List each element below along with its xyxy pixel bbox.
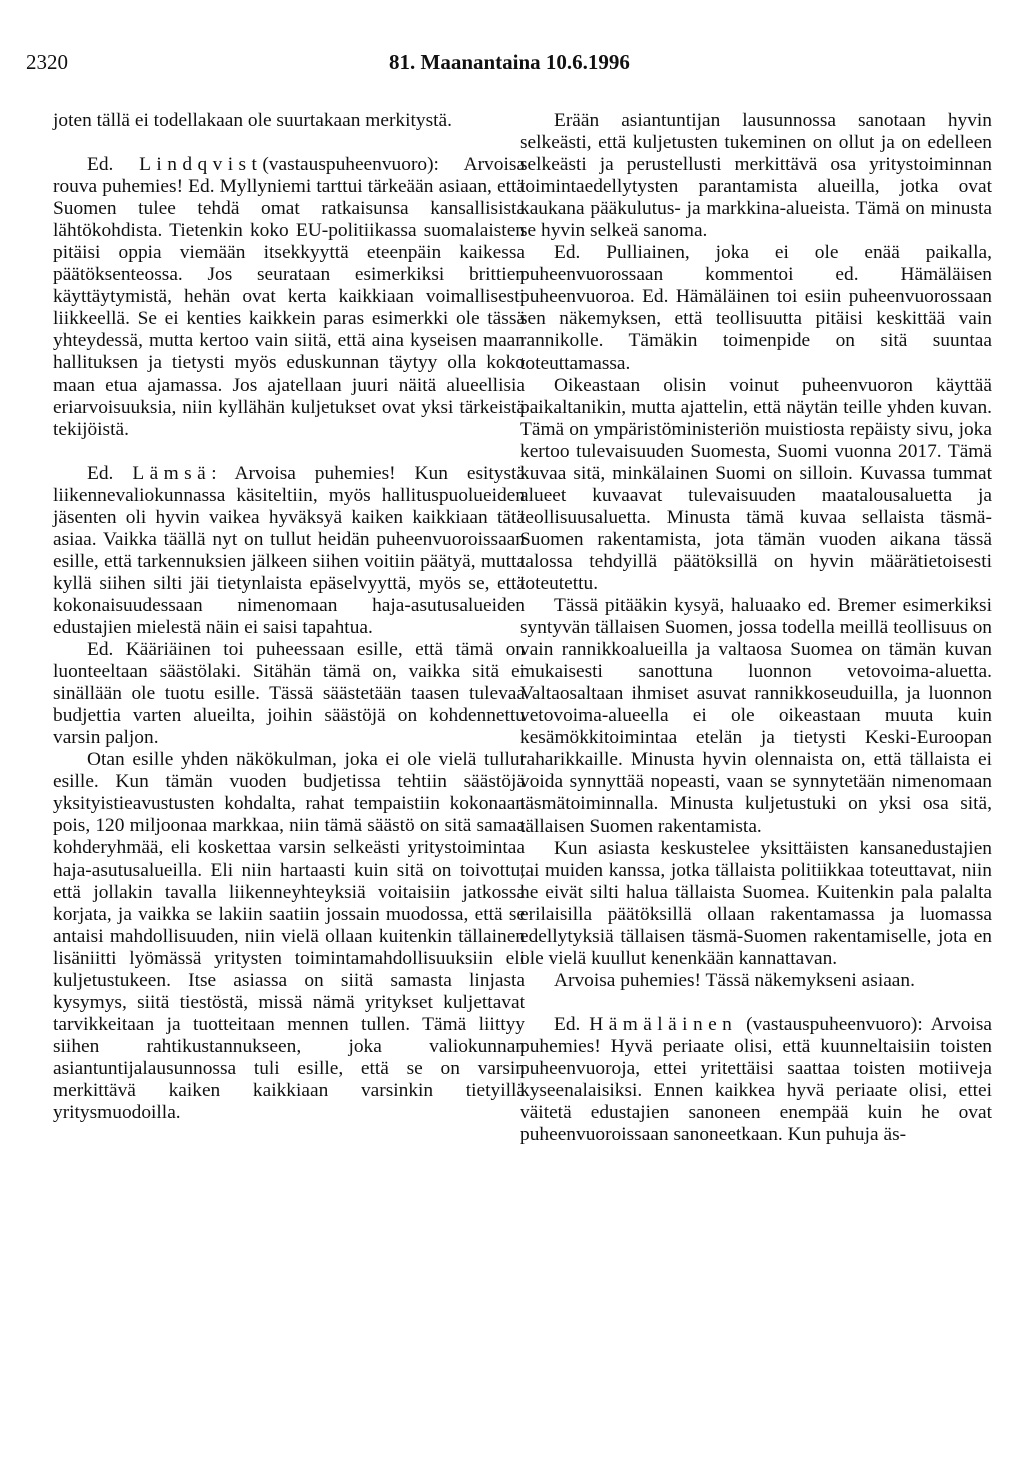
speech-lindqvist bbox=[53, 154, 525, 441]
paragraph: Otan esille yhden näkökulman, joka ei ole vielä tullut esille. Kun tämän vuoden budjetissa tehtiin säästöjä yksityistieavustusten kohdalta, rahat tempaistiin kokonaan pois, 120 miljoonaa markkaa, niin tämä säästö on sitä samaa kohderyhmää, eli koskettaa varsin selkeästi yritystoimintaa haja-asutusalueilla. Eli niin hartaasti kuin sitä on toivottu, että jollakin tavalla liikenneyhteyksiä voitaisiin jatkossa korjata, ja vaikka se lakiin saatiin jossain muodossa, että se antaisi mahdollisuuden, niin vielä ollaan kuitenkin tällainen lisäniitti lyömässä yritysten toimintamahdollisuuksiin eli kuljetustukeen. Itse asiassa on siitä samasta linjasta kysymys, siitä tiestöstä, missä nämä yritykset kuljettavat tarvikkeitaan ja tuotteitaan mennen tullen. Tämä liittyy siihen rahtikustannukseen, joka valiokunnan asiantuntijalausunnossa tuli esille, että se on varsin merkittävä kaiken kaikkiaan varsinkin tietyillä yritysmuodoilla. bbox=[53, 749, 525, 1124]
paragraph: Oikeastaan olisin voinut puheenvuoron käyttää paikaltanikin, mutta ajattelin, että näytän teille yhden kuvan. Tämä on ympäristöministeriön muistiosta repäisty sivu, joka kertoo tulevaisuuden Suomesta, Suomi vuonna 2017. Tämä kuvaa sitä, minkälainen Suomi on silloin. Kuvassa tummat alueet kuvaavat tulevaisuuden maatalousaluetta ja teollisuusaluetta. Minusta tämä kuvaa sellaista täsmä-Suomen rakentamista, jota tämän vuoden aikana tässä talossa tehdyillä päätöksillä on hyvin määrätietoisesti toteutettu. bbox=[520, 374, 992, 594]
speaker-prefix: Ed. bbox=[554, 1013, 581, 1035]
speaker-name: Lämsä bbox=[132, 462, 212, 484]
speech-text: Arvoisa puhemies! Kun esitystä liikennevaliokunnassa käsiteltiin, myös hallituspuolueiden jäsenten oli hyvin vaikea hyväksyä kaiken kaikkiaan tätä asiaa. Vaikka täällä nyt on tullut heidän puheenvuoroissaan esille, että tarkennuksien jälkeen siihen voitiin päätyä, mutta kyllä siihen silti jäi tietynlaista epäselvyyttä, myös se, että kokonaisuudessaan nimenomaan haja-asutusalueiden edustajien mielestä näin ei saisi tapahtua. bbox=[53, 462, 526, 638]
speaker-prefix: Ed. bbox=[87, 154, 114, 176]
right-column bbox=[520, 110, 992, 1146]
speech-text: Arvoisa puhemies! Hyvä periaate olisi, että kuunneltaisiin toisten puheenvuoroja, ettei yritettäisi saattaa toisten motiiveja kyseenalaisiksi. Ennen kaikkea hyvä periaate olisi, ettei väitetä edustajien sanoneen enempää kuin he ovat puheenvuoroissaan sanoneetkaan. Kun puhuja äs- bbox=[520, 1013, 992, 1146]
speech-text: Arvoisa rouva puhemies! Ed. Myllyniemi tarttui tärkeään asiaan, että Suomen tulee tehdä omat ratkaisunsa kansallisista lähtökohdista. Tietenkin koko EU-politiikassa suomalaisten pitäisi oppia viemään itsekkyyttä eteenpäin kaikessa päätöksenteossa. Jos seurataan esimerkiksi brittien käyttäytymistä, hehän ovat kerta kaikkiaan voimallisesti liikkeellä. Se ei kenties kaikkein paras esimerkki ole tässä yhteydessä, mutta kertoo vain siitä, että aina kyseisen maan hallituksen ja tietysti myös eduskunnan täytyy olla koko maan etua ajamassa. Jos ajatellaan juuri näitä alueellisia eriarvoisuuksia, niin kyllähän kuljetukset ovat yksi tärkeistä tekijöistä. bbox=[53, 154, 525, 440]
speaker-name: Hämäläinen bbox=[589, 1013, 738, 1035]
paragraph: Arvoisa puhemies! Tässä näkemykseni asiaan. bbox=[554, 969, 915, 991]
speech-lamsa bbox=[53, 463, 525, 639]
speaker-role: (vastauspuheenvuoro): bbox=[262, 154, 439, 176]
page-number: 2320 bbox=[26, 50, 68, 74]
paragraph: joten tällä ei todellakaan ole suurtakaan merkitystä. bbox=[53, 110, 452, 131]
speech-hamalainen bbox=[520, 1014, 992, 1146]
left-column bbox=[53, 110, 525, 1124]
paragraph: Ed. Pulliainen, joka ei ole enää paikalla, puheenvuorossaan kommentoi ed. Hämäläisen puheenvuoroa. Ed. Hämäläinen toi esiin puheenvuorossaan sen näkemyksen, että teollisuutta pitäisi keskittää vain rannikolle. Tämäkin toimenpide on sitä suuntaa toteuttamassa. bbox=[520, 242, 992, 374]
running-head: 81. Maanantaina 10.6.1996 bbox=[389, 50, 630, 74]
paragraph: Ed. Kääriäinen toi puheessaan esille, että tämä on luonteeltaan säästölaki. Sitähän tämä on, vaikka sitä ei sinällään ole tuotu esille. Tässä säästetään taasen tulevaa budjettia varten alueilta, joihin säästöjä on kohdennettu varsin paljon. bbox=[53, 639, 525, 749]
paragraph: Kun asiasta keskustelee yksittäisten kansanedustajien tai muiden kanssa, jotka tällaista politiikkaa toteuttavat, niin he eivät silti halua tällaista Suomea. Kuitenkin pala palalta erilaisilla päätöksillä ollaan rakentamassa ja luomassa edellytyksiä tällaisen täsmä-Suomen rakentamiselle, jota en ole vielä kuullut kenenkään kannattavan. bbox=[520, 837, 992, 969]
paragraph: Tässä pitääkin kysyä, haluaako ed. Bremer esimerkiksi syntyvän tällaisen Suomen, jossa todella meillä teollisuus on vain rannikkoalueilla ja valtaosa Suomea on tämän kuvan mukaisesti sanottuna luonnon vetovoima-aluetta. Valtaosaltaan ihmiset asuvat rannikkoseuduilla, ja luonnon vetovoima-alueella ei ole oikeastaan muuta kuin kesämökkitoimintaa etelän ja tietysti Keski-Euroopan raharikkaille. Minusta hyvin olennaista on, että tällaista ei voida synnyttää nopeasti, vaan se synnytetään nimenomaan täsmätoiminnalla. Minusta kuljetustuki on yksi osa sitä, tällaisen Suomen rakentamista. bbox=[520, 595, 992, 837]
speaker-prefix: Ed. bbox=[87, 462, 114, 484]
paragraph: Erään asiantuntijan lausunnossa sanotaan hyvin selkeästi, että kuljetusten tukeminen on ollut ja on edelleen selkeästi ja perustellusti merkittävä osa yritystoiminnan toimintaedellytysten parantamista alueilla, jotka ovat kaukana pääkulutus- ja markkina-alueista. Tämä on minusta se hyvin selkeä sanoma. bbox=[520, 110, 992, 242]
speaker-name: Lindqvist bbox=[139, 154, 263, 176]
speaker-role: (vastauspuheenvuoro): bbox=[746, 1013, 923, 1035]
speaker-colon: : bbox=[211, 462, 217, 484]
